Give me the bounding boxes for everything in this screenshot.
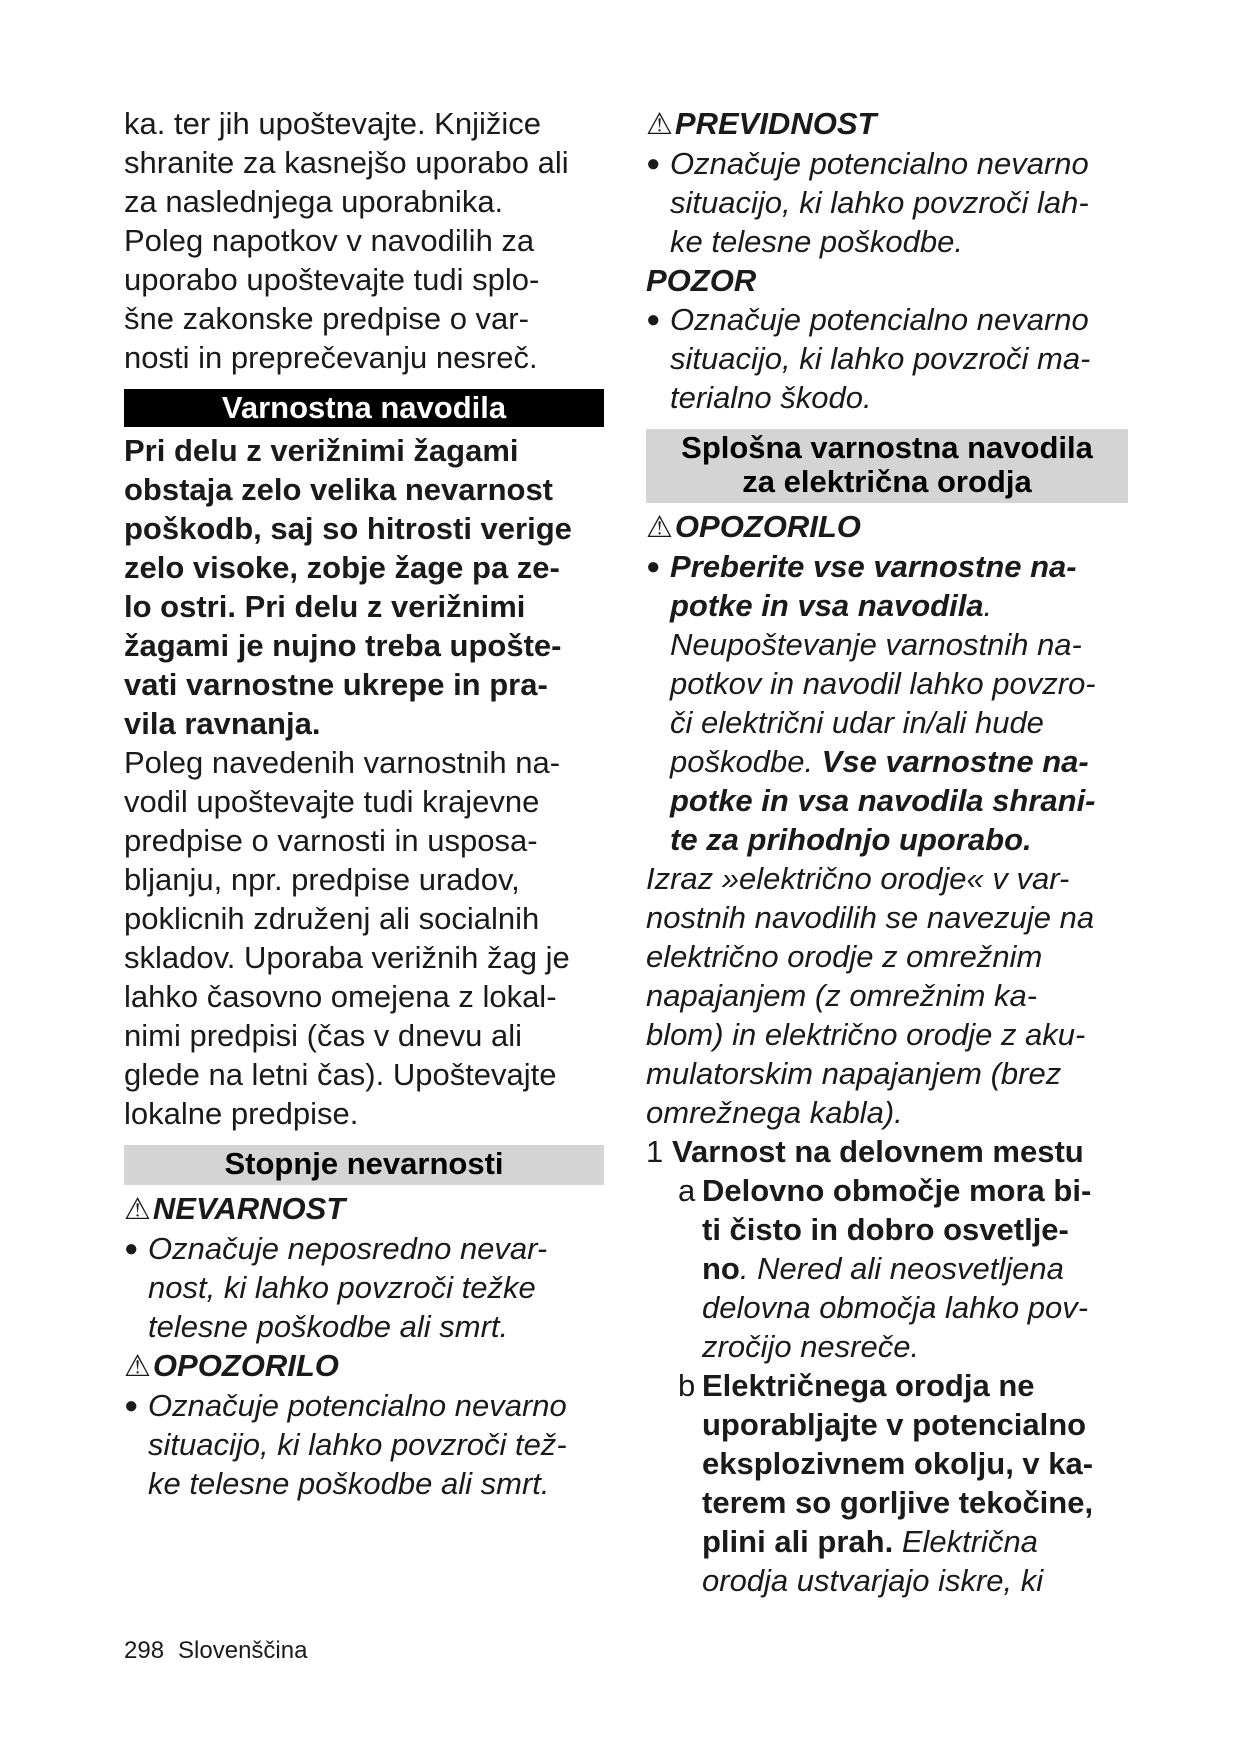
text-line: omrežnega kabla). [646,1095,903,1130]
text-line: Označuje potencialno nevarno [670,146,1089,181]
text-line: potke in vsa navodila. [670,588,993,623]
text-line: situacijo, ki lahko povzroči lah- [670,185,1089,220]
text-line: ka. ter jih upoštevajte. Knjižice [124,106,541,141]
bullet-icon: ● [124,1392,139,1419]
caution-description [646,144,1128,261]
notice-description [646,300,1128,417]
list-number: 1 [646,1134,664,1169]
text-line: Delovno območje mora bi- [702,1173,1092,1208]
text-line: predpise o varnosti in usposa- [124,823,538,858]
text-line: lahko časovno omejena z lokal- [124,979,557,1014]
caution-heading: ⚠PREVIDNOST [646,106,877,141]
text-line: poklicnih združenj ali socialnih [124,901,540,936]
text-line: električno orodje z omrežnim [646,939,1043,974]
text-line: ke telesne poškodbe ali smrt. [148,1466,550,1501]
text-line: blom) in električno orodje z aku- [646,1017,1086,1052]
text-line: plini ali prah. Električna [702,1524,1038,1559]
bullet-icon: ● [646,553,661,580]
list-letter: a [678,1173,696,1208]
text-line: za naslednjega uporabnika. [124,184,504,219]
numbered-item-workplace-safety [646,1132,1128,1171]
text-line: glede na letni čas). Upoštevajte [124,1057,557,1092]
text-line: orodja ustvarjajo iskre, ki [702,1563,1044,1598]
bullet-icon: ● [124,1235,139,1262]
text-line: Poleg napotkov v navodilih za [124,223,535,258]
text-line: ke telesne poškodbe. [670,224,963,259]
list-item-title: Varnost na delovnem mestu [672,1134,1084,1169]
footer-language: Slovenščina [178,1637,308,1664]
text-line: ti čisto in dobro osvetlje- [702,1212,1069,1247]
section-heading-general-safety [646,429,1128,503]
text-line: obstaja zelo velika nevarnost [124,472,554,507]
text-line: Izraz »električno orodje« v var- [646,861,1070,896]
warning-triangle-icon: ⚠ [124,1193,151,1226]
text-line: terialno škodo. [670,380,872,415]
text-line: skladov. Uporaba verižnih žag je [124,940,570,975]
text-line: napajanjem (z omrežnim ka- [646,978,1038,1013]
text-line: no. Nered ali neosvetljena [702,1251,1064,1286]
text-line: žagami je nujno treba upošte- [124,628,562,663]
section-heading-hazard-levels: Stopnje nevarnosti [124,1145,604,1185]
bold-warning-paragraph [124,431,604,743]
warning-heading: ⚠OPOZORILO [124,1348,339,1383]
text-line: zelo visoke, zobje žage pa ze- [124,550,560,585]
text-line: te za prihodnjo uporabo. [670,822,1032,857]
right-column [646,104,1128,1600]
text-line: uporabljajte v potencialno [702,1407,1087,1442]
text-line: situacijo, ki lahko povzroči ma- [670,341,1091,376]
text-line: terem so gorljive tekočine, [702,1485,1094,1520]
text-line: vati varnostne ukrepe in pra- [124,667,548,702]
text-line: potke in vsa navodila shrani- [670,783,1096,818]
warning-description [124,1386,604,1503]
text-line: poškodb, saj so hitrosti verige [124,511,572,546]
text-line: Označuje potencialno nevarno [148,1388,567,1423]
sub-item-a [646,1171,1128,1366]
list-letter: b [678,1368,696,1403]
text-line: Električnega orodja ne [702,1368,1035,1403]
danger-heading: ⚠NEVARNOST [124,1191,346,1226]
section-heading-line: za električna orodja [742,464,1032,499]
text-line: Poleg navedenih varnostnih na- [124,745,561,780]
text-line: Neupoštevanje varnostnih na- [670,627,1082,662]
text-line: šne zakonske predpise o var- [124,301,529,336]
text-line: lo ostri. Pri delu z verižnimi [124,589,526,624]
text-line: bljanju, npr. predpise uradov, [124,862,520,897]
warning-triangle-icon: ⚠ [646,511,673,544]
text-line: nimi predpisi (čas v dnevu ali [124,1018,523,1053]
text-line: situacijo, ki lahko povzroči tež- [148,1427,567,1462]
text-line: uporabo upoštevajte tudi splo- [124,262,540,297]
bullet-icon: ● [646,306,661,333]
section-heading-safety: Varnostna navodila [124,389,604,427]
text-line: nosti in preprečevanju nesreč. [124,340,538,375]
text-line: telesne poškodbe ali smrt. [148,1309,509,1344]
text-line: eksplozivnem okolju, v ka- [702,1446,1094,1481]
text-line: nostnih navodilih se navezuje na [646,900,1095,935]
page-number: 298 [124,1637,165,1664]
text-line: delovna območja lahko pov- [702,1290,1089,1325]
notice-heading: POZOR [646,263,757,298]
page-footer [124,1637,307,1665]
text-line: Označuje neposredno nevar- [148,1231,548,1266]
text-line: Pri delu z verižnimi žagami [124,433,519,468]
text-line: poškodbe. Vse varnostne na- [670,744,1089,779]
left-column [124,104,604,1503]
term-definition-paragraph [646,859,1128,1132]
text-line: zročijo nesreče. [702,1329,920,1364]
warning-triangle-icon: ⚠ [646,108,673,141]
text-line: Preberite vse varnostne na- [670,549,1077,584]
read-instructions-item [646,547,1128,859]
bullet-icon: ● [646,150,661,177]
warning-triangle-icon: ⚠ [124,1350,151,1383]
text-line: nost, ki lahko povzroči težke [148,1270,536,1305]
danger-description [124,1229,604,1346]
text-line: mulatorskim napajanjem (brez [646,1056,1062,1091]
regulations-paragraph [124,743,604,1133]
text-line: vodil upoštevajte tudi krajevne [124,784,540,819]
text-line: lokalne predpise. [124,1096,359,1131]
text-line: či električni udar in/ali hude [670,705,1044,740]
text-line: shranite za kasnejšo uporabo ali [124,145,569,180]
text-line: potkov in navodil lahko povzro- [670,666,1096,701]
intro-paragraph [124,104,604,377]
warning-heading: ⚠OPOZORILO [646,509,861,544]
text-line: Označuje potencialno nevarno [670,302,1089,337]
sub-item-b [646,1366,1128,1600]
text-line: vila ravnanja. [124,706,321,741]
section-heading-line: Splošna varnostna navodila [681,430,1093,465]
